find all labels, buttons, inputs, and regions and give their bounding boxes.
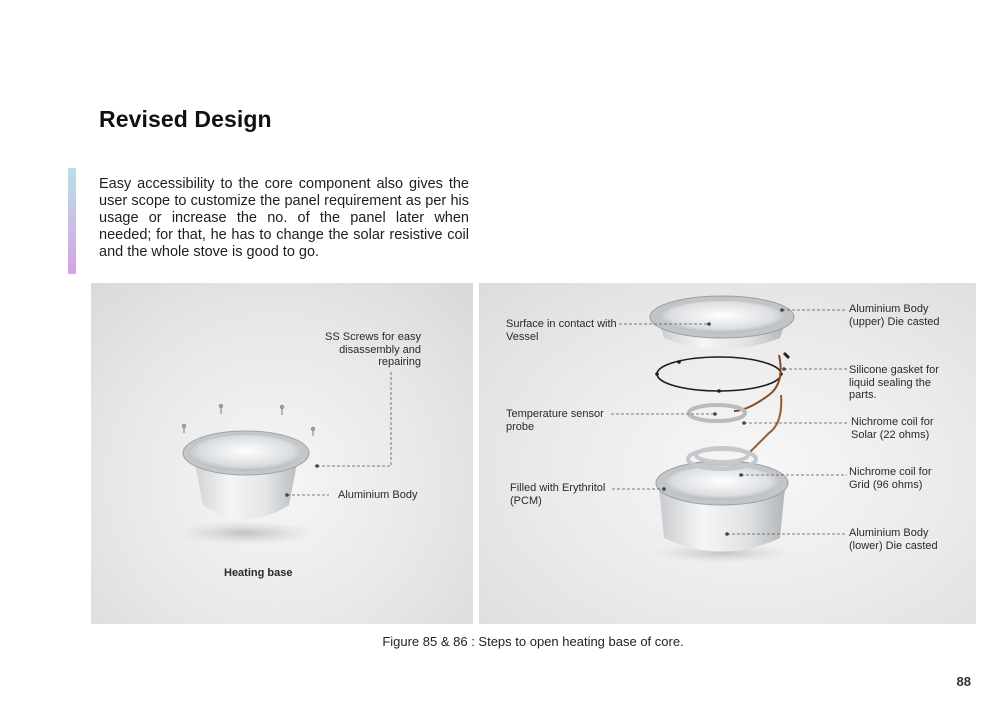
silicone-gasket	[657, 357, 781, 391]
page-number: 88	[956, 674, 971, 689]
label-surface-contact: Surface in contact with Vessel	[506, 318, 617, 343]
label-nichrome-grid: Nichrome coil for Grid (96 ohms)	[849, 466, 932, 491]
figure-heating-base	[91, 283, 473, 624]
figure-exploded-view	[479, 283, 976, 624]
label-aluminium-body: Aluminium Body	[338, 489, 418, 501]
base-shadow	[176, 521, 316, 545]
intro-paragraph: Easy accessibility to the core component also gives the user scope to customize the panel requirement as per his usage or increase the no. of the panel later when needed; for that, he has to change the solar resistive coil and the whole stove is good to go.	[99, 176, 469, 260]
page-title: Revised Design	[99, 106, 272, 132]
accent-bar	[68, 168, 76, 274]
base-inner	[190, 435, 302, 471]
figure-caption: Figure 85 & 86 : Steps to open heating base of core.	[382, 634, 684, 649]
temp-sensor-ring	[689, 405, 745, 421]
label-aluminium-upper: Aluminium Body (upper) Die casted	[849, 303, 940, 328]
label-erythritol-pcm: Filled with Erythritol (PCM)	[510, 482, 606, 507]
label-aluminium-lower: Aluminium Body (lower) Die casted	[849, 527, 938, 552]
label-silicone-gasket: Silicone gasket for liquid sealing the parts.	[849, 364, 939, 401]
label-heating-base: Heating base	[224, 567, 293, 579]
lower-inner	[665, 466, 779, 500]
leader-lines	[287, 371, 391, 495]
label-temperature-sensor: Temperature sensor probe	[506, 408, 604, 433]
label-nichrome-solar: Nichrome coil for Solar (22 ohms)	[851, 416, 934, 441]
upper-inner	[660, 301, 784, 333]
label-ss-screws: SS Screws for easy disassembly and repairing	[325, 331, 421, 368]
